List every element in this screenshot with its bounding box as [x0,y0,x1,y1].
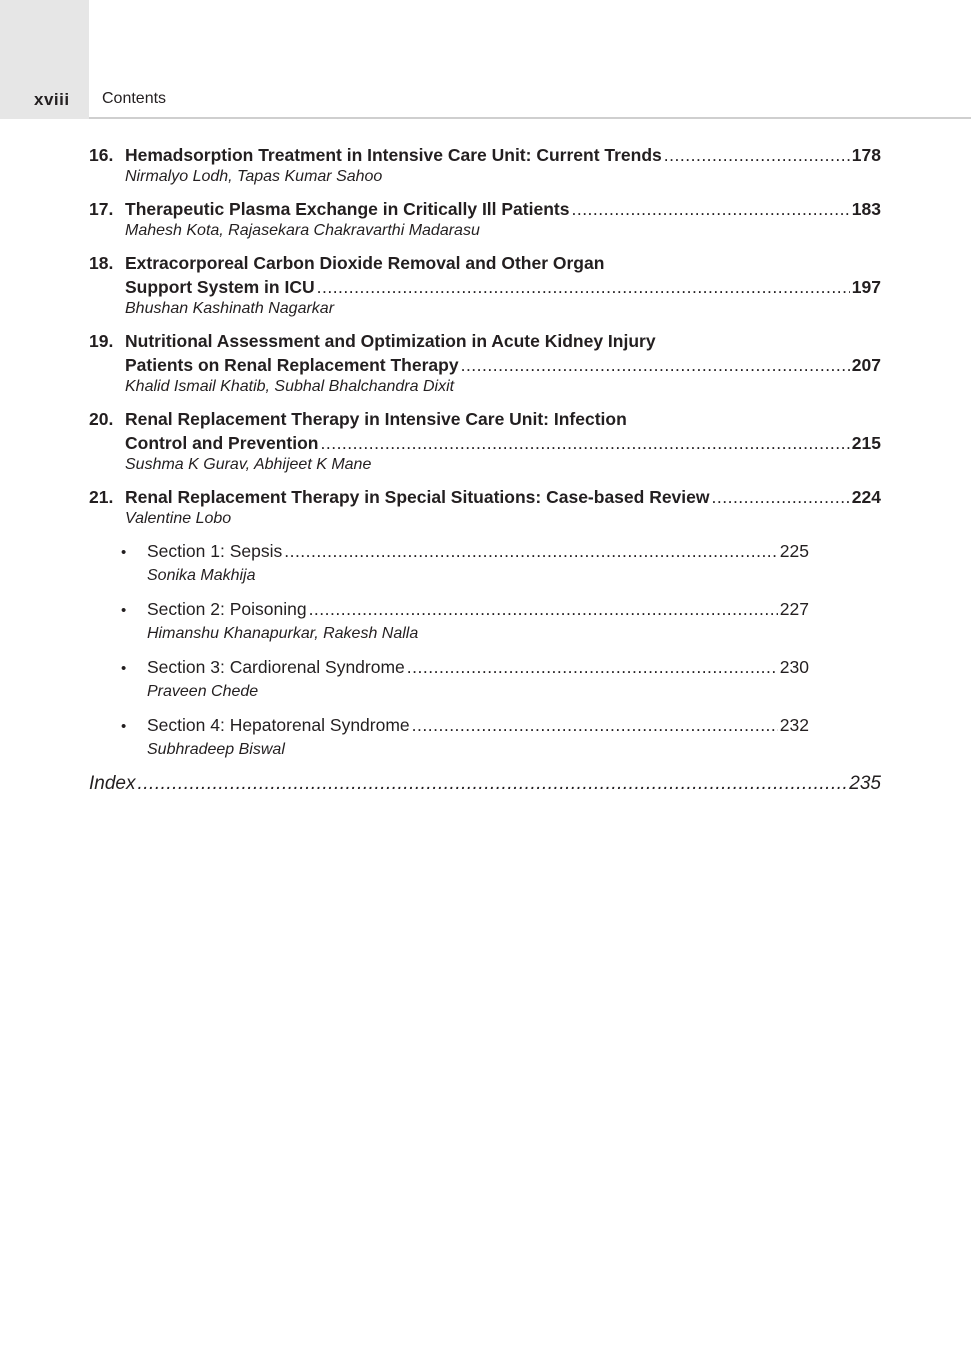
section-title: Section 4: Hepatorenal Syndrome [147,715,410,735]
toc-entry-chapter-18[interactable] [89,251,881,319]
dot-leader [284,539,778,563]
dot-leader [137,771,847,797]
toc-section-1[interactable] [89,539,809,587]
chapter-number: 21. [89,487,114,507]
dot-leader [320,431,849,455]
bullet-icon: • [121,602,127,619]
chapter-number: 16. [89,145,114,165]
section-page-number: 227 [779,599,809,619]
chapter-page-number: 207 [851,355,881,375]
toc-entry-chapter-20[interactable] [89,407,881,475]
chapter-authors: Nirmalyo Lodh, Tapas Kumar Sahoo [125,168,383,185]
bullet-icon: • [121,544,127,561]
section-title: Section 3: Cardiorenal Syndrome [147,657,405,677]
chapter-title: Renal Replacement Therapy in Special Situations: Case-based Review [125,487,710,507]
dot-leader [571,197,849,221]
table-of-contents [89,143,881,797]
toc-section-4[interactable] [89,713,809,761]
chapter-page-number: 197 [851,277,881,297]
chapter-title-line-1: Extracorporeal Carbon Dioxide Removal and Other Organ [125,253,605,273]
chapter-authors: Sushma K Gurav, Abhijeet K Mane [125,456,372,473]
chapter-page-number: 224 [851,487,881,507]
bullet-icon: • [121,660,127,677]
index-label: Index [89,773,136,794]
running-head: Contents [102,90,167,107]
section-authors: Praveen Chede [147,683,259,700]
section-page-number: 232 [779,715,809,735]
section-title: Section 1: Sepsis [147,541,283,561]
chapter-number: 20. [89,409,114,429]
section-authors: Himanshu Khanapurkar, Rakesh Nalla [147,625,419,642]
header-rule [89,117,971,119]
chapter-number: 17. [89,199,114,219]
chapter-page-number: 183 [851,199,881,219]
chapter-authors: Mahesh Kota, Rajasekara Chakravarthi Madarasu [125,222,480,239]
chapter-title-line-2: Control and Prevention [125,433,319,453]
dot-leader [317,275,850,299]
page-number: xviii [34,90,70,109]
section-page-number: 230 [779,657,809,677]
chapter-title: Therapeutic Plasma Exchange in Critically Ill Patients [125,199,570,219]
dot-leader [412,713,778,737]
toc-entry-chapter-21[interactable] [89,485,881,761]
bullet-icon: • [121,718,127,735]
chapter-title-line-2: Support System in ICU [125,277,315,297]
section-authors: Subhradeep Biswal [147,741,285,758]
toc-entry-chapter-19[interactable] [89,329,881,397]
toc-entry-chapter-17[interactable] [89,197,881,241]
chapter-title-line-1: Renal Replacement Therapy in Intensive Care Unit: Infection [125,409,627,429]
toc-section-2[interactable] [89,597,809,645]
chapter-page-number: 178 [851,145,881,165]
index-page-number: 235 [849,773,881,794]
chapter-authors: Khalid Ismail Khatib, Subhal Bhalchandra Dixit [125,378,455,395]
chapter-title-line-2: Patients on Renal Replacement Therapy [125,355,459,375]
toc-entry-index[interactable] [89,771,881,797]
dot-leader [461,353,850,377]
toc-entry-chapter-16[interactable] [89,143,881,187]
chapter-authors: Bhushan Kashinath Nagarkar [125,300,335,317]
section-authors: Sonika Makhija [147,567,256,584]
dot-leader [407,655,778,679]
section-page-number: 225 [779,541,809,561]
dot-leader [309,597,778,621]
section-title: Section 2: Poisoning [147,599,307,619]
dot-leader [712,485,850,509]
chapter-number: 18. [89,253,114,273]
toc-section-3[interactable] [89,655,809,703]
chapter-title-line-1: Nutritional Assessment and Optimization in Acute Kidney Injury [125,331,656,351]
dot-leader [664,143,850,167]
chapter-title: Hemadsorption Treatment in Intensive Care Unit: Current Trends [125,145,662,165]
chapter-authors: Valentine Lobo [125,510,232,527]
chapter-page-number: 215 [851,433,881,453]
chapter-number: 19. [89,331,114,351]
